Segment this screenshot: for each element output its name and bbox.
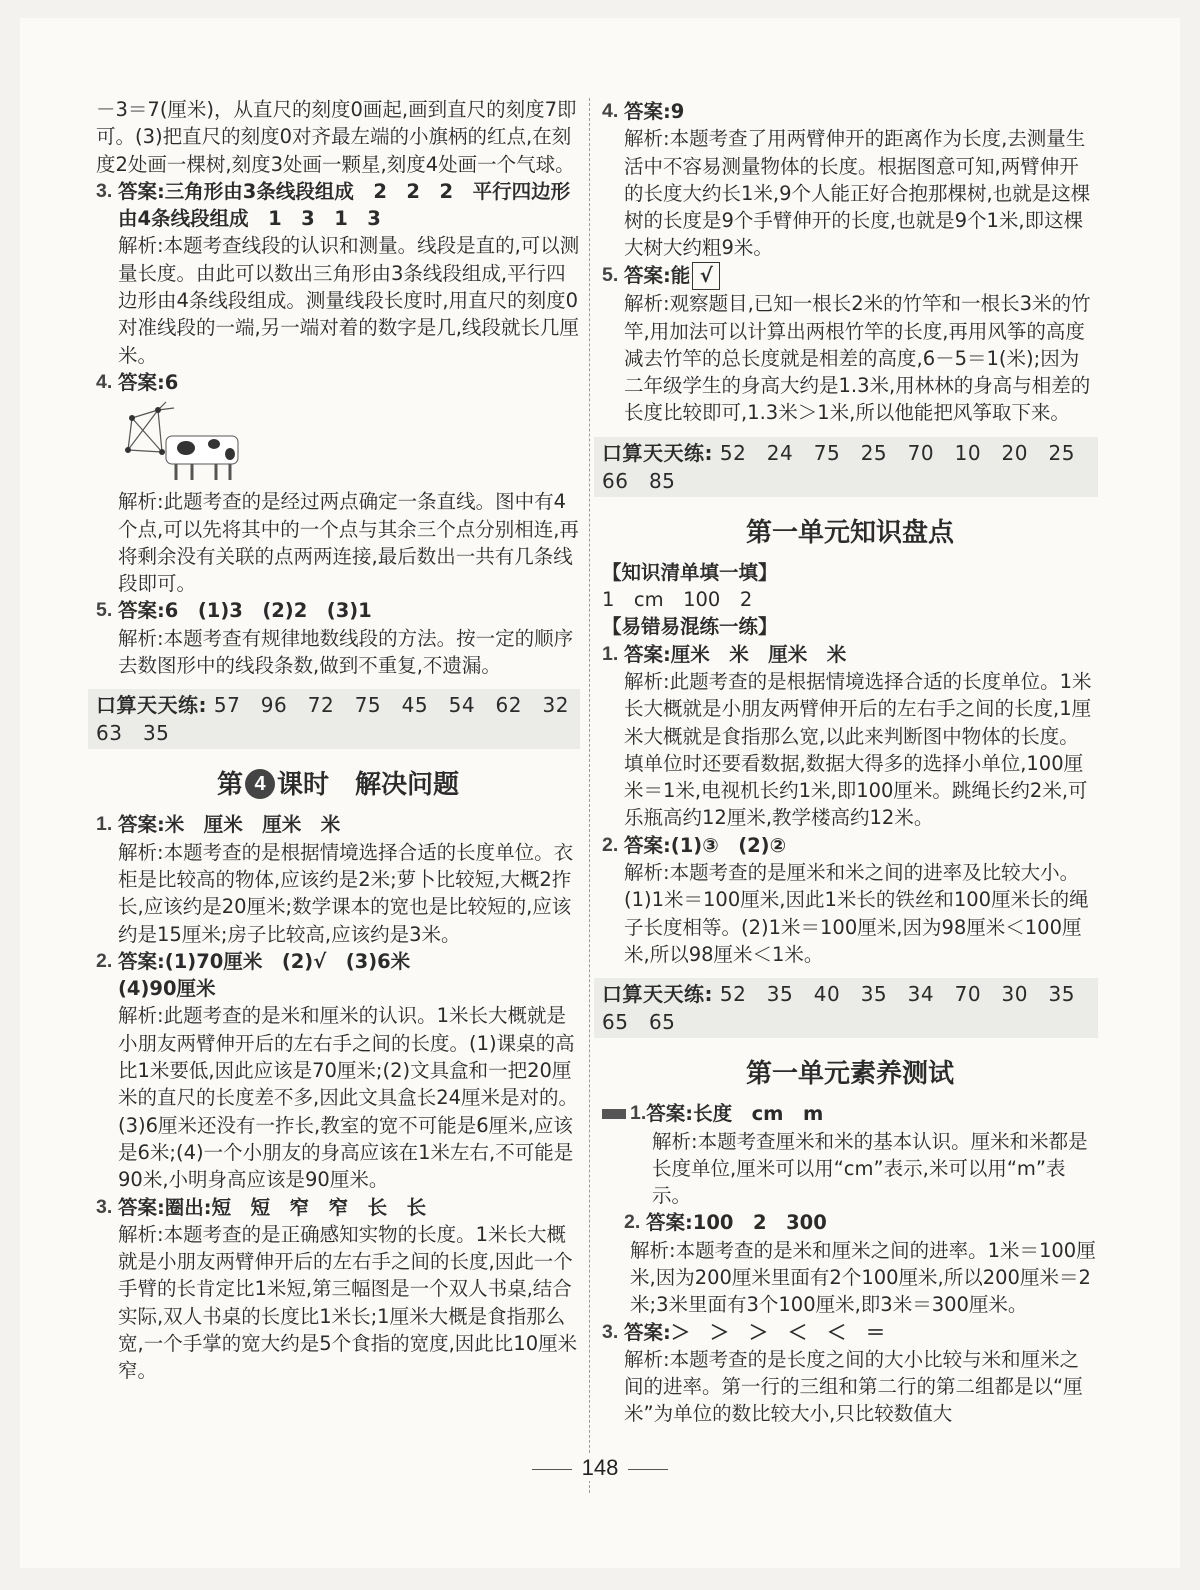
question-5 <box>96 597 580 624</box>
analysis: 解析:本题考查的是米和厘米之间的进率。1米＝100厘米,因为200厘米里面有2个100厘米,所以200厘米＝2米;3米里面有3个100厘米,即3米＝300厘米。 <box>630 1238 1096 1317</box>
cow-figure-svg <box>118 400 258 482</box>
test-question-2 <box>602 1209 1098 1236</box>
question-number: 5. <box>602 263 619 286</box>
mental-math-label: 口算天天练: <box>602 440 713 465</box>
analysis: 解析:本题考查的是正确感知实物的长度。1米长大概就是小朋友两臂伸开后的左右手之间的长度,因此一个手臂的长肯定比1米短,第三幅图是一个双人书桌,结合实际,双人书桌的长度比1米长;1厘米大概是食指那么宽,一个手掌的宽大约是5个食指的宽度,因此比10厘米窄。 <box>118 1222 578 1383</box>
question-3 <box>96 178 580 233</box>
test-question-3 <box>602 1319 1098 1346</box>
question-number-text: 1. <box>630 1102 647 1125</box>
question-number: 1. <box>96 813 113 836</box>
question-number: 2. <box>624 1211 641 1234</box>
question-number: 5. <box>96 599 113 622</box>
test-question-1 <box>602 1100 1098 1127</box>
subsection-header: 【知识清单填一填】 <box>602 560 778 584</box>
mental-math-box <box>594 978 1098 1038</box>
part-one-marker <box>602 1109 626 1119</box>
mental-math-box <box>88 689 590 749</box>
answer: 答案:长度 cm m <box>646 1102 824 1126</box>
answer: 答案:6 <box>118 370 179 394</box>
check-box: √ <box>692 262 720 290</box>
section-title: 第一单元知识盘点 <box>745 517 954 548</box>
answer: 答案:9 <box>624 100 685 123</box>
answer-text: 答案:能 <box>624 263 691 287</box>
answer-continued: (4)90厘米 <box>118 977 216 1001</box>
question-5 <box>602 262 1098 291</box>
section-title-suffix: 课时 解决问题 <box>277 770 460 801</box>
mental-math-label: 口算天天练: <box>602 982 713 1007</box>
review-question-2 <box>602 832 1098 859</box>
question-4 <box>96 369 580 396</box>
question-number: 2. <box>96 949 113 972</box>
analysis: 解析:本题考查厘米和米的基本认识。厘米和米都是长度单位,厘米可以用“cm”表示,米可以用“m”表示。 <box>652 1129 1088 1208</box>
page-number-text: 148 <box>572 1455 629 1481</box>
analysis: 解析:此题考查的是根据情境选择合适的长度单位。1米长大概就是小朋友两臂伸开后的左右手之间的长度,1厘米大概就是食指那么宽,以此来判断图中物体的长度。填单位时还要看数据,数据大得多的选择小单位,100厘米＝1米,电视机长约1米,即100厘米。跳绳长约2米,可乐瓶高约12厘米,教学楼高约12米。 <box>624 669 1092 830</box>
analysis: 解析:本题考查有规律地数线段的方法。按一定的顺序去数图形中的线段条数,做到不重复,不遗漏。 <box>118 626 574 678</box>
analysis: 解析:此题考查的是米和厘米的认识。1米长大概就是小朋友两臂伸开后的左右手之间的长度。(1)课桌的高比1米要低,因此应该是70厘米;(2)文具盒和一把20厘米的直尺的长度差不多,因此文具盒长24厘米是对的。(3)6厘米还没有一拃长,教室的宽不可能是6厘米,应该是6米;(4)一个小朋友的身高应该在1米左右,不可能是90米,小明身高应该是90厘米。 <box>118 1004 579 1192</box>
answer: 答案:100 2 300 <box>646 1211 827 1235</box>
question-number: 3. <box>96 1195 113 1218</box>
question-number: 1. <box>602 642 619 665</box>
answer: 答案:圈出:短 短 窄 窄 长 长 <box>118 1195 427 1219</box>
subsection-header: 【易错易混练一练】 <box>602 615 778 639</box>
left-column <box>96 96 590 1385</box>
section-title-prefix: 第 <box>216 770 243 801</box>
question-4 <box>602 98 1098 125</box>
right-column <box>602 98 1098 1428</box>
answer: 答案:三角形由3条线段组成 2 2 2 平行四边形由4条线段组成 1 3 1 3 <box>118 179 571 231</box>
mental-math-values: 52 35 40 35 34 70 30 35 65 65 <box>602 982 1096 1035</box>
fill-answers: 1 cm 100 2 <box>602 588 753 612</box>
answer: 答案:6 (1)3 (2)2 (3)1 <box>118 599 372 623</box>
answer: 答案:厘米 米 厘米 米 <box>624 642 847 666</box>
mental-math-label: 口算天天练: <box>96 693 207 718</box>
lesson-question-3 <box>96 1194 580 1221</box>
mental-math-values: 57 96 72 75 45 54 62 32 63 35 <box>96 693 590 746</box>
mental-math-values: 52 24 75 25 70 10 20 25 66 85 <box>602 440 1096 493</box>
lesson-number-badge: 4 <box>245 769 275 799</box>
answer <box>624 262 720 291</box>
answer: 答案:＞ ＞ ＞ ＜ ＜ ＝ <box>624 1320 886 1344</box>
continued-text: －3＝7(厘米)，从直尺的刻度0画起,画到直尺的刻度7即可。(3)把直尺的刻度0对齐最左端的小旗柄的红点,在刻度2处画一棵树,刻度3处画一颗星,刻度4处画一个气球。 <box>96 98 577 176</box>
question-number: 3. <box>602 1320 619 1343</box>
question-number: 4. <box>602 100 619 122</box>
question-number: 3. <box>96 179 113 202</box>
lesson-question-2 <box>96 948 580 975</box>
section-title: 第一单元素养测试 <box>745 1059 954 1090</box>
question-number <box>602 1100 646 1127</box>
page-number-rule-left <box>532 1469 572 1470</box>
mental-math-box <box>594 437 1098 497</box>
analysis: 解析:本题考查的是根据情境选择合适的长度单位。衣柜是比较高的物体,应该约是2米;萝卜比较短,大概2拃长,应该约是20厘米;数学课本的宽也是比较短的,应该约是15厘米;房子比较高,应该约是3米。 <box>118 840 574 946</box>
cow-line-figure <box>96 400 580 482</box>
analysis: 解析:本题考查的是长度之间的大小比较与米和厘米之间的进率。第一行的三组和第二行的第二组都是以“厘米”为单位的数比较大小,只比较数值大 <box>624 1347 1083 1426</box>
review-question-1 <box>602 641 1098 668</box>
lesson-question-1 <box>96 811 580 838</box>
answer: 答案:(1)③ (2)② <box>624 833 787 857</box>
answer: 答案:米 厘米 厘米 米 <box>118 813 341 837</box>
analysis: 解析:观察题目,已知一根长2米的竹竿和一根长3米的竹竿,用加法可以计算出两根竹竿的长度,再用风筝的高度减去竹竿的总长度就是相差的高度,6－5＝1(米);因为二年级学生的身高大约是1.3米,用林林的身高与相差的长度比较即可,1.3米＞1米,所以他能把风筝取下来。 <box>624 292 1091 425</box>
column-divider <box>589 98 590 1493</box>
page-number-rule-right <box>628 1469 668 1470</box>
answer: 答案:(1)70厘米 (2)√ (3)6米 <box>118 949 411 973</box>
analysis: 解析:本题考查线段的认识和测量。线段是直的,可以测量长度。由此可以数出三角形由3条线段组成,平行四边形由4条线段组成。测量线段长度时,用直尺的刻度0对准线段的一端,另一端对着的数字是几,线段就长几厘米。 <box>118 234 580 367</box>
analysis: 解析:此题考查的是经过两点确定一条直线。图中有4个点,可以先将其中的一个点与其余三个点分别相连,再将剩余没有关联的点两两连接,最后数出一共有几条线段即可。 <box>118 490 579 596</box>
page-number <box>0 1455 1200 1481</box>
analysis: 解析:本题考查的是厘米和米之间的进率及比较大小。(1)1米＝100厘米,因此1米长的铁丝和100厘米长的绳子长度相等。(2)1米＝100厘米,因为98厘米＜100厘米,所以98厘米＜1米。 <box>624 861 1089 966</box>
analysis: 解析:本题考查了用两臂伸开的距离作为长度,去测量生活中不容易测量物体的长度。根据图意可知,两臂伸开的长度大约长1米,9个人能正好合抱那棵树,也就是这棵树的长度是9个手臂伸开的长度,也就是9个1米,即这棵大树大约粗9米。 <box>624 127 1091 260</box>
question-number: 4. <box>96 370 113 393</box>
section-title <box>96 763 580 807</box>
question-number: 2. <box>602 833 619 856</box>
